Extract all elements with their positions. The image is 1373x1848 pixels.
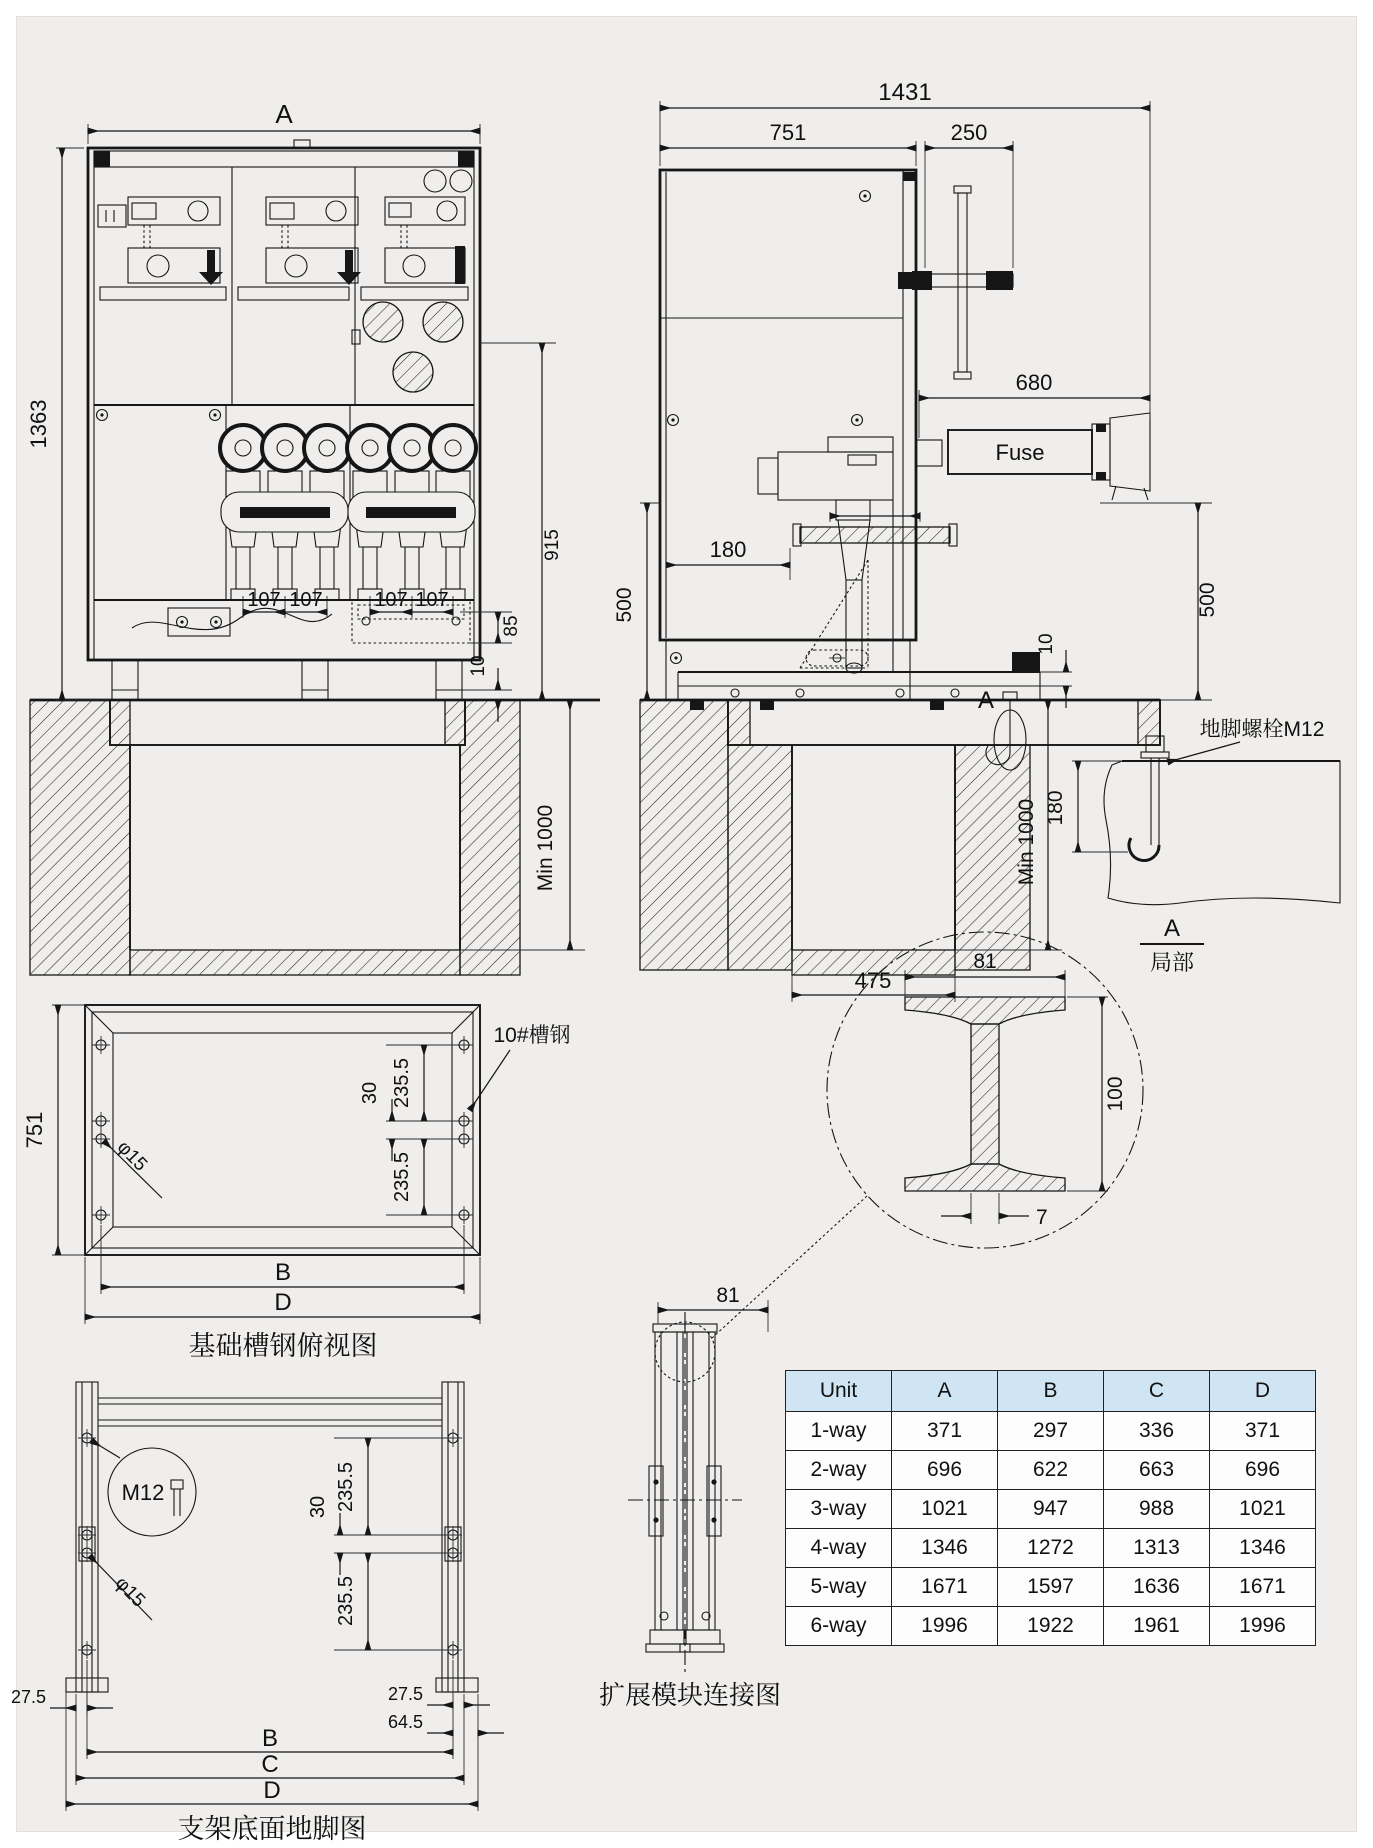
spec-cell: 4-way [786,1529,892,1568]
spec-table-row [786,1568,1316,1607]
foundation-d-label: D [274,1289,292,1316]
dim-475-label: 475 [854,968,892,993]
bracket-c-label: C [261,1751,279,1778]
spec-table [785,1370,1316,1646]
spec-table-header-unit: Unit [786,1371,892,1412]
spec-table-row [786,1451,1316,1490]
foundation-pitch-bottom-label: 235.5 [391,1151,413,1203]
ground-hatch-right [460,700,520,975]
compartment-3 [352,197,468,392]
ibeam-height-dim-label: 100 [1104,1076,1127,1112]
bushing-pitch-dims [243,589,453,618]
spec-cell: 1346 [892,1529,998,1568]
dim-107-label: 107 [415,589,449,611]
spec-cell: 622 [998,1451,1104,1490]
front-width-dim [88,99,480,148]
detail-ref-letter: A [977,687,995,714]
spec-table-row [786,1412,1316,1451]
spec-table-row [786,1490,1316,1529]
foundation-caption: 基础槽钢俯视图 [188,1331,378,1361]
spec-cell: 3-way [786,1490,892,1529]
side-dim-10-label: 10 [1036,633,1057,655]
foundation-gap-label: 30 [359,1081,381,1105]
pit-floor [130,950,460,975]
dim-107-label: 107 [374,589,408,611]
m12-label: M12 [121,1480,165,1505]
foundation-width-label: 751 [22,1111,47,1149]
foundation-plan-view [22,1005,571,1361]
vent-circle [393,352,433,392]
spec-cell: 6-way [786,1607,892,1646]
fuse-assembly [916,413,1150,500]
spec-cell: 1636 [1104,1568,1210,1607]
bracket-dims [11,1438,504,1811]
dim-1431-label: 1431 [878,79,932,106]
cable-bushings [220,425,476,600]
front-height-dim-label: 1363 [26,399,51,449]
bracket-d-label: D [263,1777,281,1804]
top-busbar-strip [94,151,474,167]
spec-cell: 988 [1104,1490,1210,1529]
foundation-b-label: B [274,1259,292,1286]
spec-cell: 336 [1104,1412,1210,1451]
spec-cell: 663 [1104,1451,1210,1490]
bracket-pitch-top-label: 235.5 [335,1461,357,1513]
spec-table-header-a: A [892,1371,998,1412]
spec-table-header-b: B [998,1371,1104,1412]
spec-cell: 1922 [998,1607,1104,1646]
spec-cell: 947 [998,1490,1104,1529]
spec-cell: 1272 [998,1529,1104,1568]
dim-680-label: 680 [1015,370,1053,395]
spec-cell: 696 [1210,1451,1316,1490]
dim-500-front-label: 500 [613,587,636,623]
spec-cell: 1346 [1210,1529,1316,1568]
dim-85-label: 85 [501,615,522,637]
side-min-depth-label: Min 1000 [1015,798,1038,886]
spec-cell: 1671 [1210,1568,1316,1607]
spec-table-row [786,1607,1316,1646]
ibeam-flange-dim-label: 81 [973,950,997,973]
spec-cell: 1-way [786,1412,892,1451]
spec-cell: 371 [1210,1412,1316,1451]
bracket-plan-view [11,1382,504,1844]
vent-circle [363,302,403,342]
dim-107-label: 107 [247,589,281,611]
anchor-bolt-detail [1044,718,1340,975]
bracket-left-offset-label: 27.5 [10,1687,46,1707]
spec-cell: 2-way [786,1451,892,1490]
spec-cell: 1021 [1210,1490,1316,1529]
ibeam-web-dim-label: 7 [1036,1206,1048,1229]
compartment-2 [238,197,361,300]
spec-cell: 1996 [892,1607,998,1646]
foundation-slab [110,700,465,745]
expansion-dim-81-label: 81 [716,1284,740,1307]
spec-cell: 696 [892,1451,998,1490]
bracket-foot-dim-label: 64.5 [387,1712,423,1732]
dim-250-label: 250 [950,120,988,145]
spec-table-header-c: C [1104,1371,1210,1412]
dim-107-label: 107 [289,589,323,611]
spec-table-row [786,1529,1316,1568]
channel-note-label: 10#槽钢 [493,1024,571,1047]
spec-cell: 5-way [786,1568,892,1607]
front-width-dim-label: A [275,99,293,129]
side-cabinet-outline [660,170,916,640]
bracket-right-offset-label: 27.5 [387,1684,423,1704]
side-view [613,79,1219,1002]
front-view [26,99,600,975]
spec-cell: 1021 [892,1490,998,1529]
switch-pole-unit [678,437,1040,710]
dim-180-label: 180 [709,537,747,562]
spec-cell: 1961 [1104,1607,1210,1646]
spec-cell: 1597 [998,1568,1104,1607]
spec-cell: 1996 [1210,1607,1316,1646]
dim-915-label: 915 [542,529,563,561]
anchor-embed-dim-label: 180 [1044,790,1067,826]
dim-10-label: 10 [468,655,489,677]
bracket-b-label: B [261,1725,279,1752]
dim-500-rear-label: 500 [1196,582,1219,618]
spec-cell: 297 [998,1412,1104,1451]
fuse-label: Fuse [995,440,1045,465]
vent-circle [423,302,463,342]
side-top-dims [660,79,1150,438]
bracket-gap-label: 30 [307,1495,329,1519]
ct-bracket [793,512,957,546]
spec-cell: 1671 [892,1568,998,1607]
detail-a-caption: 局部 [1149,950,1195,975]
bracket-pitch-bottom-label: 235.5 [335,1575,357,1627]
concrete-block [1104,761,1340,905]
ibeam-detail [712,932,1143,1338]
detail-a-letter: A [1163,915,1181,942]
front-height-dim [26,148,110,700]
dim-751-label: 751 [769,120,807,145]
spec-table-header-row [786,1371,1316,1412]
foundation-pitch-top-label: 235.5 [391,1057,413,1109]
spec-cell: 1313 [1104,1529,1210,1568]
bracket-hole-dia-label: φ15 [110,1572,150,1612]
front-min-depth-label: Min 1000 [534,804,557,892]
bracket-caption: 支架底面地脚图 [177,1814,367,1844]
foundation-dims [22,1005,571,1324]
expansion-connection-view [599,1284,781,1710]
m12-callout [92,1441,196,1536]
anchor-bolt-title: 地脚螺栓M12 [1199,718,1325,741]
spec-cell: 371 [892,1412,998,1451]
spec-table-header-d: D [1210,1371,1316,1412]
foundation-hole-dia-label: φ15 [112,1136,152,1176]
expansion-caption: 扩展模块连接图 [598,1680,782,1710]
compartment-1 [98,197,226,300]
